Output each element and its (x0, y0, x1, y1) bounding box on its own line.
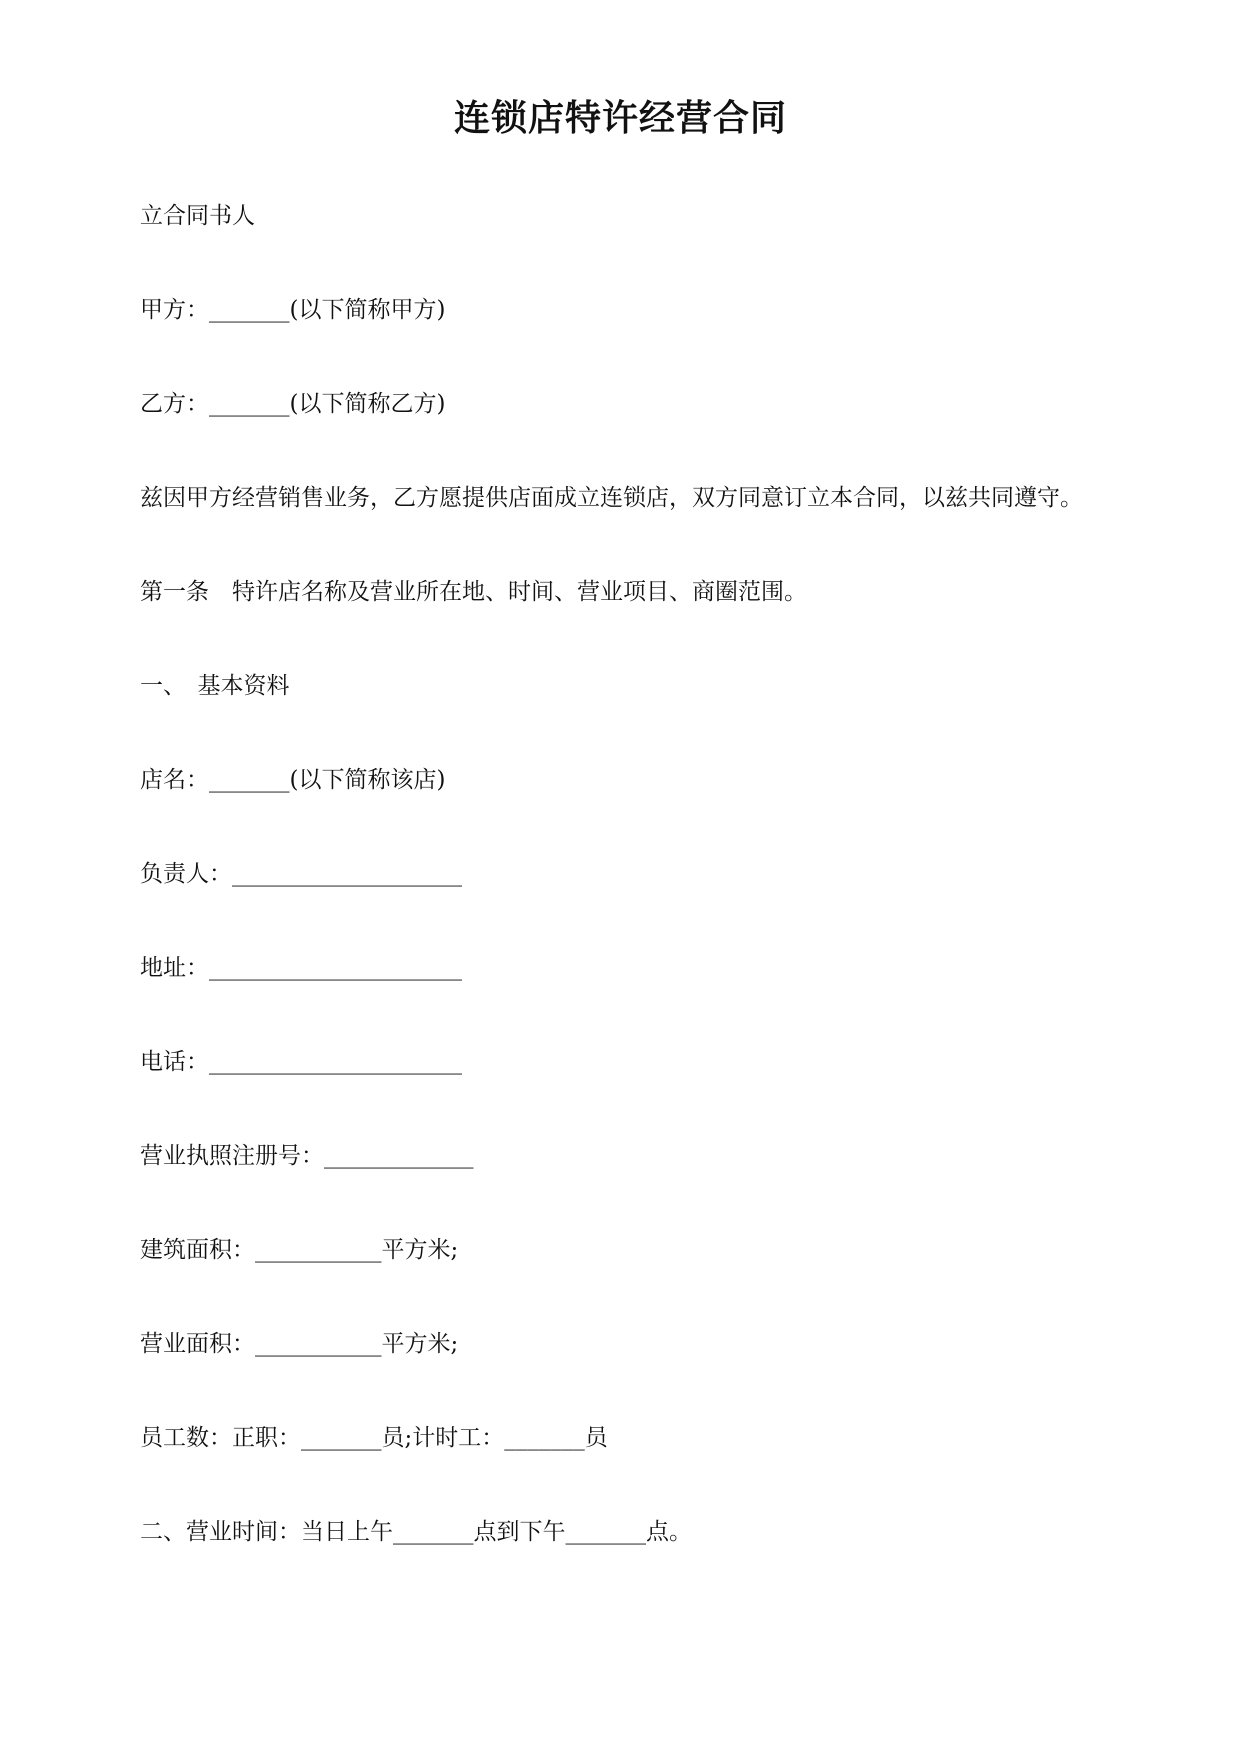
license-number-line: 营业执照注册号：_____________ (140, 1143, 474, 1169)
business-hours-line: 二、营业时间：当日上午_______点到下午_______点。 (140, 1519, 692, 1545)
address-line: 地址：______________________ (140, 955, 462, 981)
section-basic-info: 一、 基本资料 (140, 673, 290, 699)
store-name-line: 店名：_______(以下简称该店) (140, 767, 446, 793)
party-a-line: 甲方：_______(以下简称甲方) (140, 297, 446, 323)
contract-parties-heading: 立合同书人 (140, 203, 255, 229)
document-title: 连锁店特许经营合同 (453, 97, 787, 139)
article-one-heading: 第一条 特许店名称及营业所在地、时间、营业项目、商圈范围。 (140, 579, 807, 605)
phone-line: 电话：______________________ (140, 1049, 462, 1075)
business-area-line: 营业面积：___________平方米; (140, 1331, 459, 1357)
manager-line: 负责人：____________________ (140, 861, 462, 887)
staff-count-line: 员工数：正职：_______员;计时工：_______员 (140, 1425, 608, 1451)
preamble-paragraph: 兹因甲方经营销售业务，乙方愿提供店面成立连锁店，双方同意订立本合同，以兹共同遵守。 (140, 485, 1083, 511)
party-b-line: 乙方：_______(以下简称乙方) (140, 391, 446, 417)
building-area-line: 建筑面积：___________平方米; (140, 1237, 459, 1263)
